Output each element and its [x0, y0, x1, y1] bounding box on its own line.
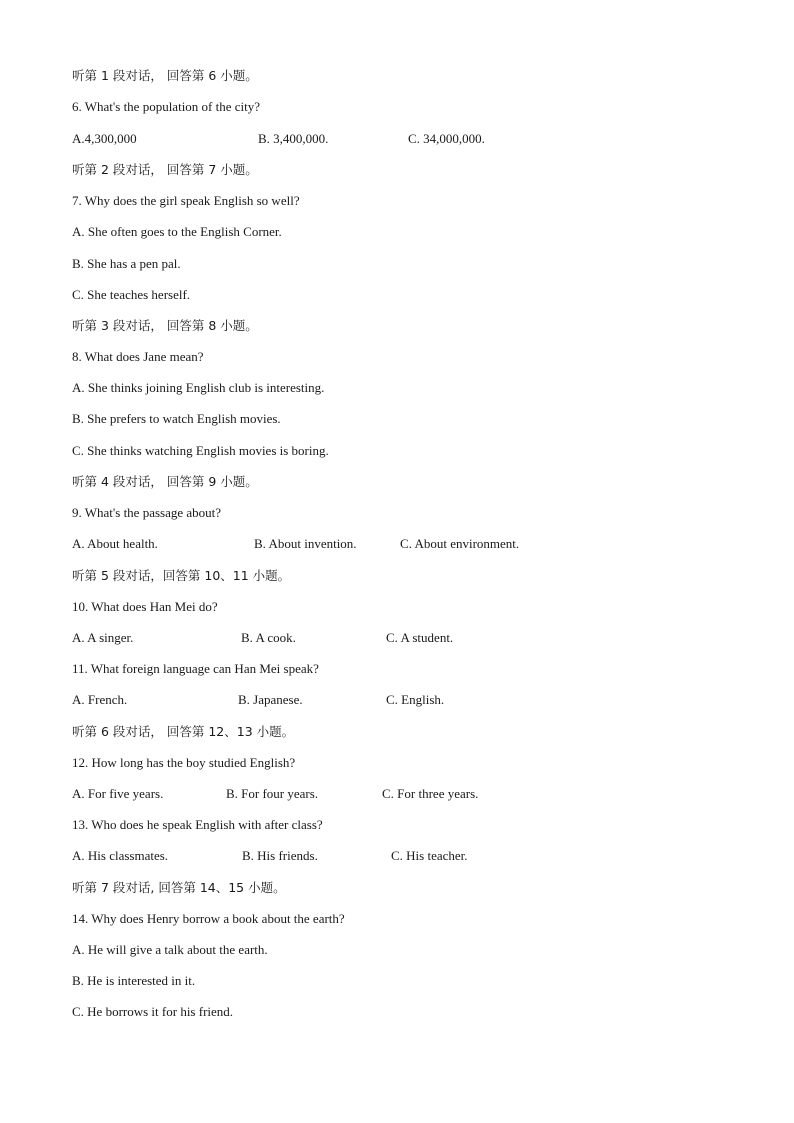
section-heading-7: 听第 7 段对话, 回答第 14、15 小题。 [72, 880, 286, 895]
option-c: C. She thinks watching English movies is boring. [72, 443, 329, 458]
option-a: A. She often goes to the English Corner. [72, 224, 282, 239]
option-a: A. She thinks joining English club is interesting. [72, 380, 325, 395]
option-b: B. She prefers to watch English movies. [72, 411, 281, 426]
question-stem-11: 11. What foreign language can Han Mei speak? [72, 661, 319, 676]
option-a: A. For five years. [72, 786, 164, 801]
question-stem-10: 10. What does Han Mei do? [72, 599, 218, 614]
question-stem-7: 7. Why does the girl speak English so well? [72, 193, 300, 208]
option-b: B. She has a pen pal. [72, 256, 181, 271]
section-heading-5: 听第 5 段对话，回答第 10、11 小题。 [72, 568, 291, 583]
question-stem-8: 8. What does Jane mean? [72, 349, 204, 364]
question-stem-13: 13. Who does he speak English with after class? [72, 817, 323, 832]
question-stem-12: 12. How long has the boy studied English? [72, 755, 296, 770]
option-b: B. About invention. [254, 536, 357, 551]
option-b: B. For four years. [226, 786, 319, 801]
option-c: C. He borrows it for his friend. [72, 1004, 234, 1019]
option-a: A. About health. [72, 536, 158, 551]
option-a: A.4,300,000 [72, 131, 137, 146]
option-a: A. A singer. [72, 630, 134, 645]
option-c: C. 34,000,000. [408, 131, 485, 146]
question-stem-14: 14. Why does Henry borrow a book about the earth? [72, 911, 345, 926]
option-c: C. A student. [386, 630, 454, 645]
option-a: A. His classmates. [72, 848, 169, 863]
section-heading-6: 听第 6 段对话， 回答第 12、13 小题。 [72, 724, 295, 739]
option-c: C. For three years. [382, 786, 479, 801]
option-a: A. He will give a talk about the earth. [72, 942, 268, 957]
option-b: B. Japanese. [238, 692, 303, 707]
question-stem-9: 9. What's the passage about? [72, 505, 222, 520]
option-a: A. French. [72, 692, 128, 707]
option-c: C. She teaches herself. [72, 287, 191, 302]
option-b: B. 3,400,000. [258, 131, 329, 146]
option-b: B. A cook. [241, 630, 296, 645]
section-heading-1: 听第 1 段对话， 回答第 6 小题。 [72, 68, 258, 83]
option-c: C. About environment. [400, 536, 520, 551]
option-b: B. His friends. [242, 848, 318, 863]
option-b: B. He is interested in it. [72, 973, 196, 988]
option-c: C. English. [386, 692, 445, 707]
option-c: C. His teacher. [391, 848, 468, 863]
question-stem-6: 6. What's the population of the city? [72, 99, 261, 114]
section-heading-3: 听第 3 段对话， 回答第 8 小题。 [72, 318, 258, 333]
section-heading-2: 听第 2 段对话， 回答第 7 小题。 [72, 162, 258, 177]
section-heading-4: 听第 4 段对话， 回答第 9 小题。 [72, 474, 258, 489]
